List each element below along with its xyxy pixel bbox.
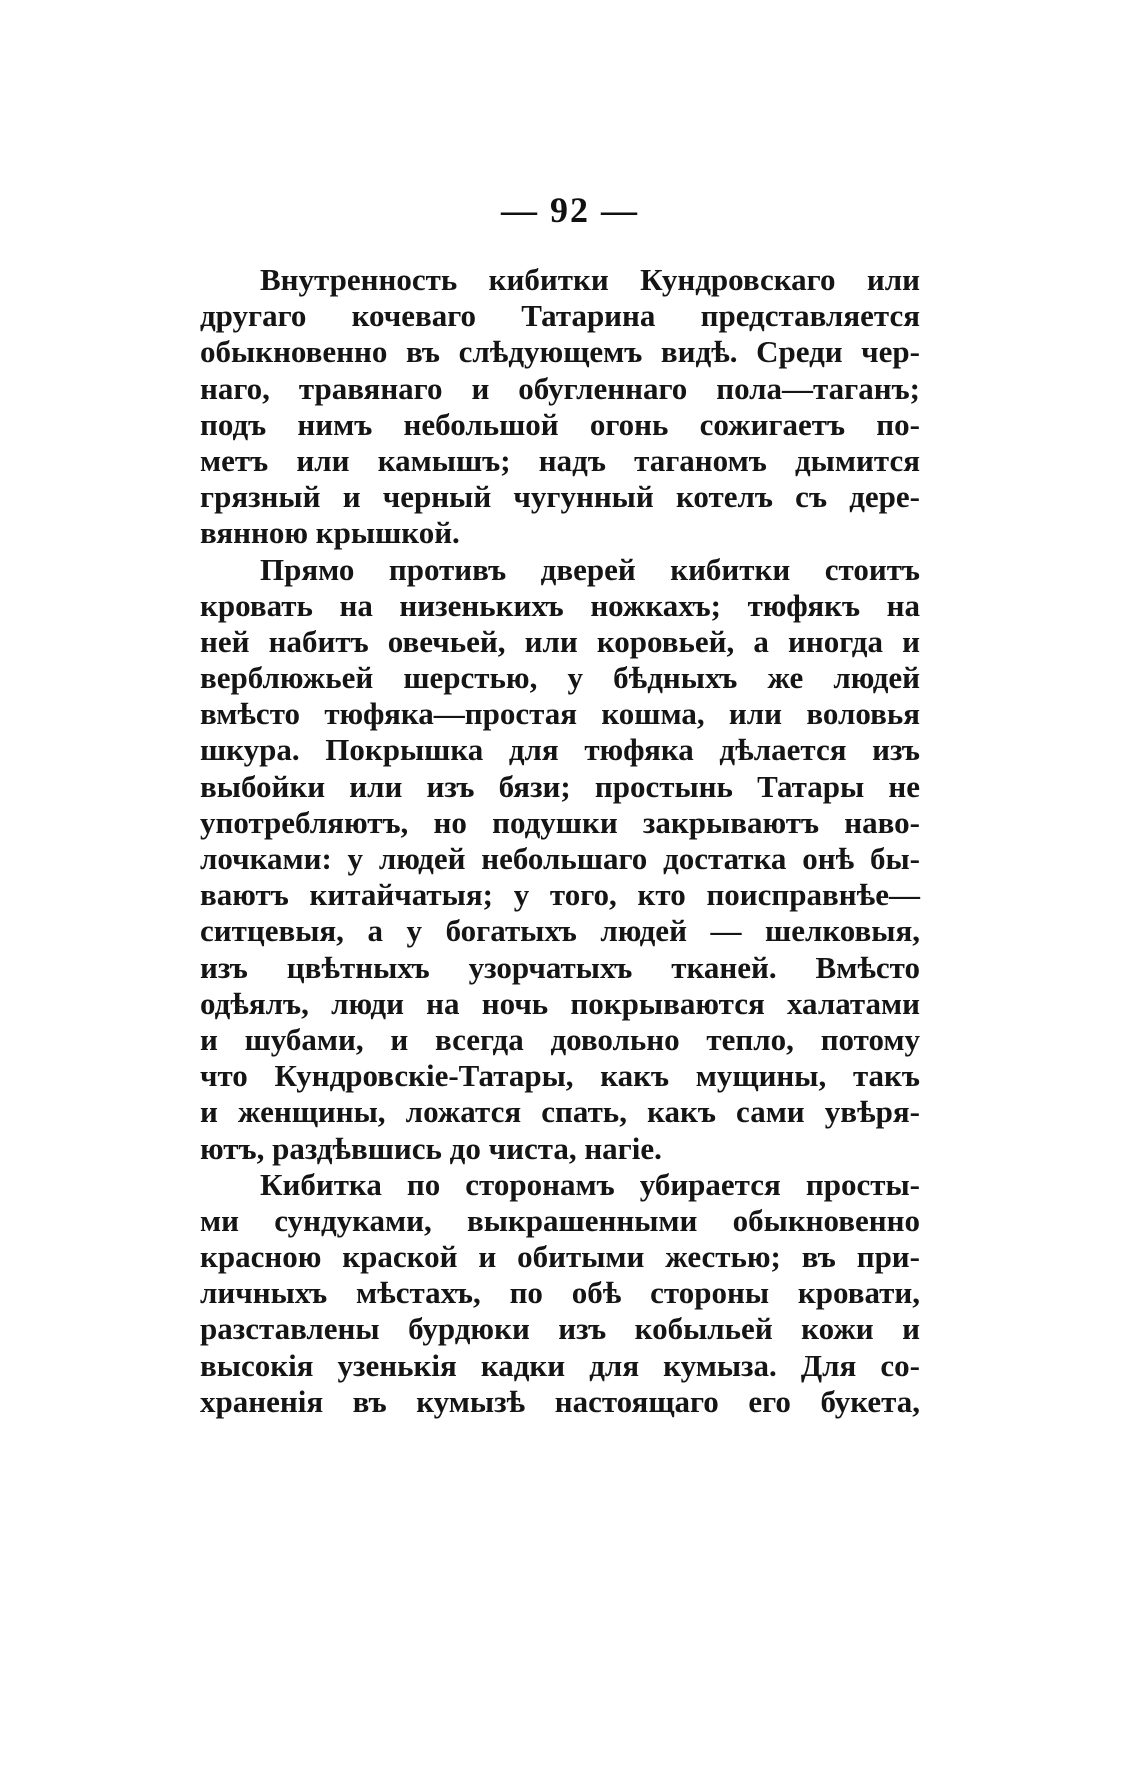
text-line: что Кундровскіе-Татары, какъ мущины, такъ — [200, 1058, 920, 1094]
text-line: кровать на низенькихъ ножкахъ; тюфякъ на — [200, 587, 920, 623]
text-line: подъ нимъ небольшой огонь сожигаетъ по- — [200, 406, 920, 442]
text-line: ней набитъ овечьей, или коровьей, а иногда и — [200, 623, 920, 659]
text-line: вмѣсто тюфяка—простая кошма, или воловья — [200, 696, 920, 732]
text-line: обыкновенно въ слѣдующемъ видѣ. Среди чер- — [200, 334, 920, 370]
text-line: Кибитка по сторонамъ убирается просты- — [260, 1166, 920, 1202]
text-line: употребляютъ, но подушки закрываютъ наво- — [200, 804, 920, 840]
text-line: вянною крышкой. — [200, 515, 460, 551]
text-line: ми сундуками, выкрашенными обыкновенно — [200, 1202, 920, 1238]
text-line: и женщины, ложатся спать, какъ сами увѣря- — [200, 1094, 920, 1130]
text-line: верблюжьей шерстью, у бѣдныхъ же людей — [200, 660, 920, 696]
text-line: и шубами, и всегда довольно тепло, потому — [200, 1021, 920, 1057]
text-line: ситцевыя, а у богатыхъ людей — шелковыя, — [200, 913, 920, 949]
paragraph-1 — [200, 262, 920, 552]
text-line: ютъ, раздѣвшись до чиста, нагіе. — [200, 1130, 662, 1166]
text-line: лочками: у людей небольшаго достатка онѣ бы- — [200, 841, 920, 876]
text-line: метъ или камышъ; надъ таганомъ дымится — [200, 442, 920, 478]
text-line: другаго кочеваго Татарина представляется — [200, 298, 920, 334]
page-number: — 92 — — [501, 190, 639, 230]
text-line: ваютъ китайчатыя; у того, кто поисправнѣе— — [200, 877, 920, 913]
text-line: шкура. Покрышка для тюфяка дѣлается изъ — [200, 732, 920, 768]
body-text — [200, 262, 920, 1420]
text-line: изъ цвѣтныхъ узорчатыхъ тканей. Вмѣсто — [200, 949, 920, 985]
text-line: красною краской и обитыми жестью; въ при- — [200, 1239, 920, 1275]
text-line: Прямо противъ дверей кибитки стоитъ — [260, 551, 920, 587]
text-line: выбойки или изъ бязи; простынь Татары не — [200, 768, 920, 804]
paragraph-3 — [200, 1167, 920, 1420]
text-line: Внутренность кибитки Кундровскаго или — [260, 262, 920, 297]
text-line: одѣялъ, люди на ночь покрываются халатами — [200, 985, 920, 1021]
text-line: храненія въ кумызѣ настоящаго его букета, — [200, 1383, 920, 1419]
text-line: наго, травянаго и обугленнаго пола—таганъ; — [200, 370, 920, 406]
text-line: личныхъ мѣстахъ, по обѣ стороны кровати, — [200, 1275, 920, 1311]
text-line: разставлены бурдюки изъ кобыльей кожи и — [200, 1311, 920, 1347]
text-line: высокія узенькія кадки для кумыза. Для со- — [200, 1347, 920, 1383]
paragraph-2 — [200, 552, 920, 1167]
text-line: грязный и черный чугунный котелъ съ дере- — [200, 479, 920, 515]
